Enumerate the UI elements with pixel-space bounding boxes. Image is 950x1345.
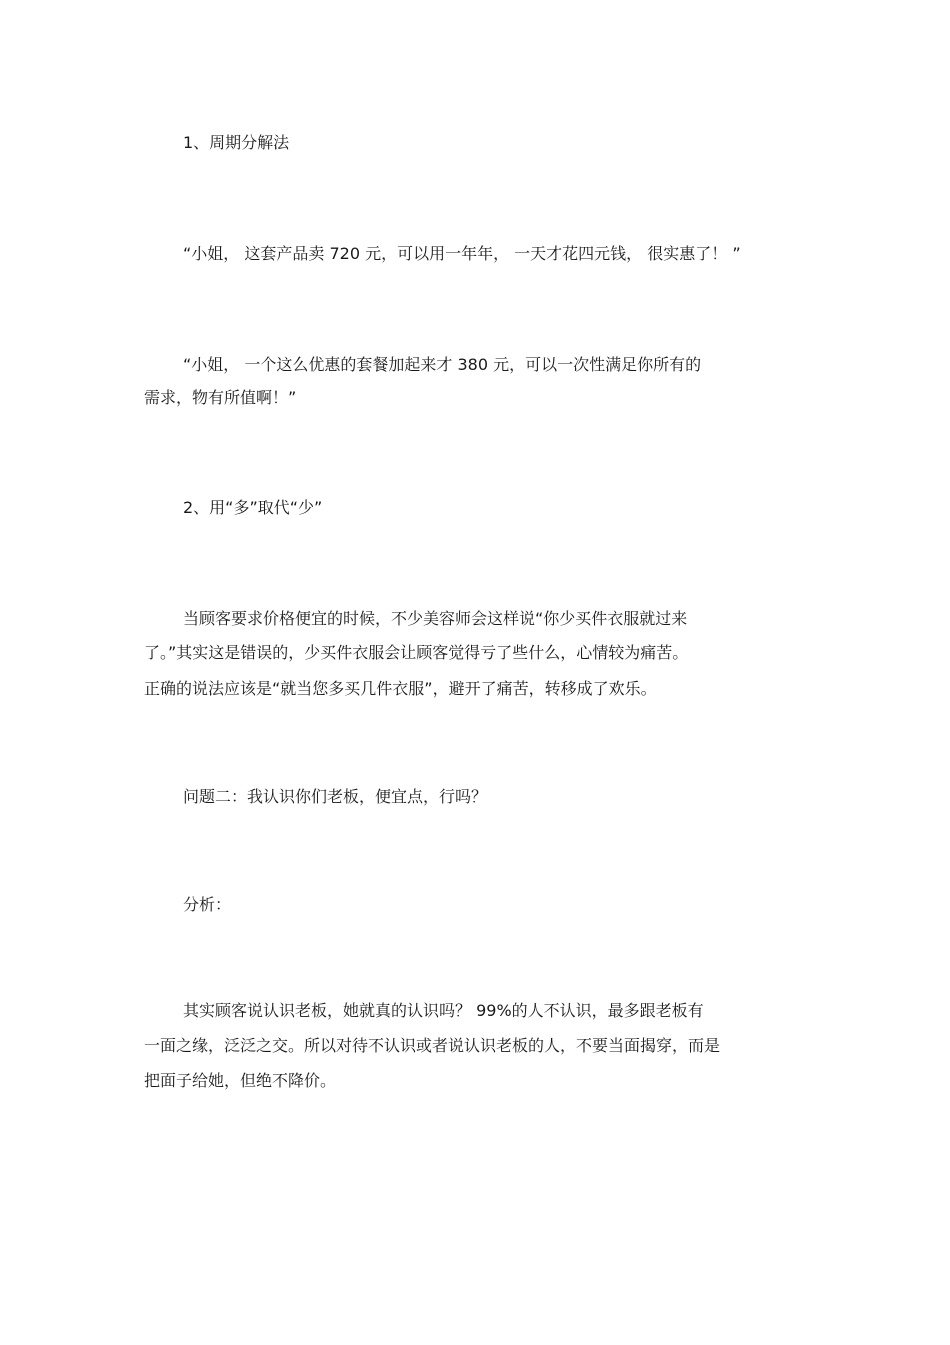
question-heading: 问题二：我认识你们老板，便宜点，行吗？ [183, 787, 488, 806]
quote-paragraph-2-line-1: “小姐， 一个这么优惠的套餐加起来才 380 元，可以一次性满足你所有的 [183, 355, 702, 374]
quote-paragraph-1: “小姐， 这套产品卖 720 元，可以用一年年， 一天才花四元钱， 很实惠了！ ” [183, 244, 741, 263]
paragraph-1-line-3: 正确的说法应该是“就当您多买几件衣服”，避开了痛苦，转移成了欢乐。 [144, 679, 657, 698]
paragraph-2-line-1: 其实顾客说认识老板，她就真的认识吗？ 99%的人不认识，最多跟老板有 [183, 1001, 704, 1020]
quote-paragraph-2-line-2: 需求，物有所值啊！” [144, 388, 297, 407]
analysis-label: 分析： [183, 895, 232, 914]
paragraph-1-line-1: 当顾客要求价格便宜的时候，不少美容师会这样说“你少买件衣服就过来 [183, 609, 688, 628]
section-heading-1: 1、周期分解法 [183, 133, 290, 152]
paragraph-1-line-2: 了。”其实这是错误的，少买件衣服会让顾客觉得亏了些什么，心情较为痛苦。 [144, 643, 689, 662]
paragraph-2-line-3: 把面子给她，但绝不降价。 [144, 1071, 337, 1090]
section-heading-2: 2、用“多”取代“少” [183, 498, 323, 517]
paragraph-2-line-2: 一面之缘，泛泛之交。所以对待不认识或者说认识老板的人，不要当面揭穿，而是 [144, 1036, 721, 1055]
